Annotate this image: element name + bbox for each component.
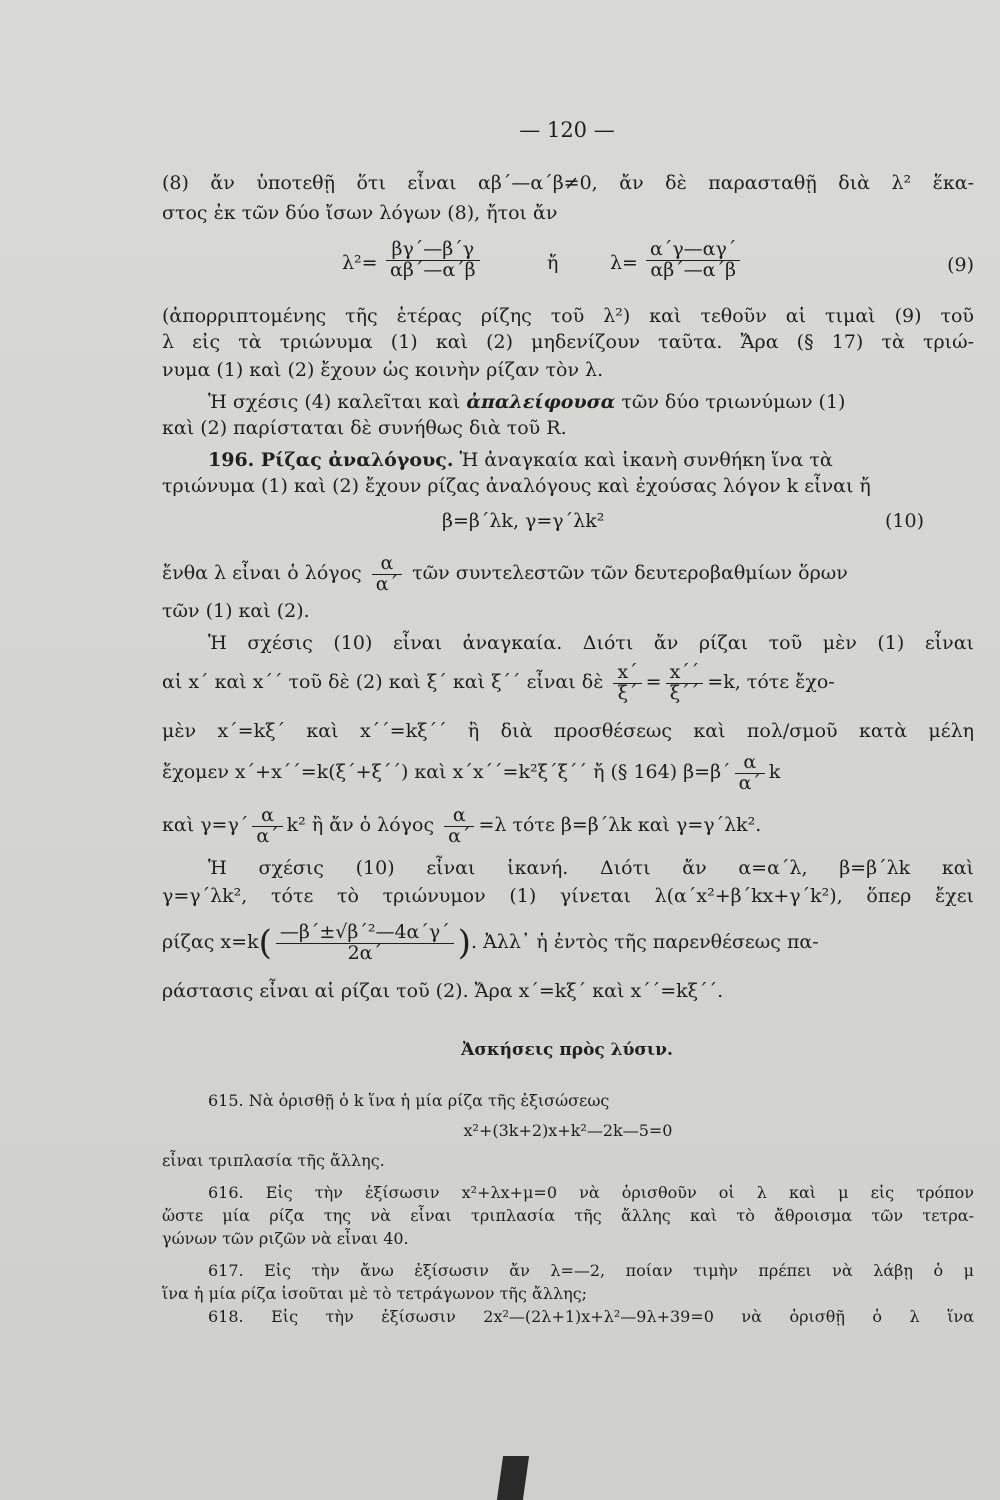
frac-x1-den: ξ΄ (617, 681, 638, 704)
exercise-617: 617. Εἰς τὴν ἄνω ἐξίσωσιν ἄν λ=—2, ποίαν τιμὴν πρέπει νὰ λάβῃ ὁ μ (208, 1261, 974, 1280)
frac-a (735, 750, 765, 794)
exercise-615-equation: x²+(3k+2)x+k²—2k—5=0 (463, 1121, 673, 1140)
text-line: ρίζας x=k( $\frac{\text{—β΄±√β΄²—4α΄γ΄}}{2\alpha΄}$ ). Ἀλλ᾽ ἡ ἐντὸς τῆς παρενθέσεως πα- (162, 920, 819, 964)
ratio-den: α΄ (375, 572, 399, 595)
eq10-body: β=β΄λk, γ=γ΄λk² (442, 510, 605, 532)
text-fragment: . Ἀλλ᾽ ἡ ἐντὸς τῆς παρενθέσεως πα- (471, 931, 819, 953)
frac-a (444, 803, 474, 847)
text-line (162, 805, 974, 846)
exercise-616-line: γώνων τῶν ριζῶν νὰ εἶναι 40. (162, 1229, 409, 1248)
text-fragment: Ἡ ἀναγκαία καὶ ἱκανὴ συνθήκη ἵνα τὰ (459, 449, 833, 471)
eq9-lhs: λ²= (342, 252, 378, 274)
equation-9 (162, 240, 974, 290)
frac-x2 (666, 660, 704, 704)
exercise-615-line: εἶναι τριπλασία τῆς ἄλλης. (162, 1151, 385, 1170)
text-line: (ἀπορριπτομένης τῆς ἑτέρας ρίζης τοῦ λ²) καὶ τεθοῦν αἱ τιμαὶ (9) τοῦ (162, 305, 974, 327)
page-number: — 120 — (519, 118, 615, 142)
text-line: λ εἰς τὰ τριώνυμα (1) καὶ (2) μηδενίζουν ταῦτα. Ἄρα (§ 17) τὰ τριώ- (162, 331, 974, 353)
eq9-label: (9) (947, 254, 974, 276)
text-fragment: k (768, 761, 781, 783)
text-fragment: τῶν συντελεστῶν τῶν δευτεροβαθμίων ὅρων (412, 562, 848, 584)
text-line (162, 752, 974, 793)
eq9-frac2-den: αβ΄—α΄β (650, 258, 736, 281)
roots-num: —β΄±√β΄²—4α΄γ΄ (276, 923, 454, 944)
eq9-frac2 (646, 240, 740, 281)
frac-a-num: α (444, 806, 474, 827)
text-line (162, 389, 974, 415)
exercise-615: 615. Νὰ ὁρισθῇ ὁ k ἵνα ἡ μία ρίζα τῆς ἐξισώσεως (208, 1091, 610, 1110)
text-line: καὶ (2) παρίσταται δὲ συνήθως διὰ τοῦ R. (162, 417, 567, 439)
frac-x1-num: x΄ (613, 663, 641, 684)
ratio-num: α (372, 554, 402, 575)
eq9-frac1 (386, 240, 480, 281)
text-line: Ἡ σχέσις (10) εἶναι ἀναγκαία. Διότι ἄν ρίζαι τοῦ μὲν (1) εἶναι (208, 632, 974, 654)
roots-den: 2α΄ (347, 941, 382, 964)
text-line: μὲν x΄=kξ΄ καὶ x΄΄=kξ΄΄ ἢ διὰ προσθέσεως καὶ πολ/σμοῦ κατὰ μέλη (162, 720, 974, 742)
text-line: ράστασις εἶναι αἱ ρίζαι τοῦ (2). Ἄρα x΄=kξ΄ καὶ x΄΄=kξ΄΄. (162, 980, 724, 1002)
exercise-616-line: ὥστε μία ρίζα της νὰ εἶναι τριπλασία τῆς ἄλλης καὶ τὸ ἄθροισμα τῶν τετρα- (162, 1206, 974, 1225)
text-line: Ἡ σχέσις (10) εἶναι ἱκανή. Διότι ἄν α=α΄λ, β=β΄λk καὶ (208, 857, 974, 879)
text-line: στος ἐκ τῶν δύο ἴσων λόγων (8), ἤτοι ἄν (162, 202, 558, 224)
section-196-title: 196. Ρίζας ἀναλόγους. (208, 449, 454, 471)
section-196-line (162, 447, 974, 473)
exercise-618: 618. Εἰς τὴν ἐξίσωσιν 2x²—(2λ+1)x+λ²—9λ+39=0 νὰ ὁρισθῇ ὁ λ ἵνα (208, 1307, 974, 1326)
text-line (162, 553, 974, 594)
roots-frac (276, 920, 454, 964)
binding-mark (497, 1456, 529, 1500)
eq9-or: ἤ (547, 252, 559, 274)
frac-x1 (613, 660, 641, 704)
text-fragment: αἱ x΄ καὶ x΄΄ τοῦ δὲ (2) καὶ ξ΄ καὶ ξ΄΄ εἶναι δὲ (162, 671, 604, 693)
text-line: τῶν (1) καὶ (2). (162, 600, 310, 622)
eq9-mid: λ= (610, 252, 638, 274)
text-fragment: τῶν δύο τριωνύμων (1) (621, 391, 846, 413)
frac-a-den: α΄ (448, 824, 471, 847)
eq10-label: (10) (884, 510, 924, 532)
frac-a-num: α (252, 806, 282, 827)
frac-a-num: α (735, 753, 765, 774)
text-fragment: ρίζας x=k (162, 931, 259, 953)
text-line: αἱ x΄ καὶ x΄΄ τοῦ δὲ (2) καὶ ξ΄ καὶ ξ΄΄ εἶναι δὲ $\frac{x΄}{\xi΄}$ = $\frac{x΄΄}{\xi΄΄}$ =k, τότε ἔχο- (162, 660, 835, 704)
frac-x2-num: x΄΄ (666, 663, 704, 684)
eq9-frac1-den: αβ΄—α΄β (390, 258, 476, 281)
text-fragment: καὶ γ=γ΄ (162, 814, 249, 836)
frac-a-den: α΄ (256, 824, 279, 847)
ratio-frac (372, 551, 402, 595)
text-fragment: k² ἢ ἄν ὁ λόγος (286, 814, 435, 836)
eq9-frac1-num: βγ΄—β΄γ (386, 240, 480, 261)
text-line: γ=γ΄λk², τότε τὸ τριώνυμον (1) γίνεται λ(α΄x²+β΄kx+γ΄k²), ὅπερ ἔχει (162, 885, 974, 907)
exercises-heading: Ἀσκήσεις πρὸς λύσιν. (461, 1040, 673, 1060)
text-fragment: ἔχομεν x΄+x΄΄=k(ξ΄+ξ΄΄) καὶ x΄x΄΄=k²ξ΄ξ΄΄ ἤ (§ 164) β=β΄ (162, 761, 731, 783)
text-fragment: =λ τότε β=β΄λk καὶ γ=γ΄λk². (478, 814, 762, 836)
frac-a-den: α΄ (738, 771, 761, 794)
exercise-617-line: ἵνα ἡ μία ρίζα ἰσοῦται μὲ τὸ τετράγωνον τῆς ἄλλης; (162, 1284, 588, 1303)
frac-a (252, 803, 282, 847)
text-fragment: ἔνθα λ εἶναι ὁ λόγος (162, 562, 362, 584)
eq9-frac2-num: α΄γ—αγ΄ (646, 240, 740, 261)
frac-x2-den: ξ΄΄ (669, 681, 700, 704)
text-line: (8) ἄν ὑποτεθῇ ὅτι εἶναι αβ΄—α΄β≠0, ἄν δὲ παρασταθῇ διὰ λ² ἕκα- (162, 172, 974, 194)
text-fragment: =k, τότε ἔχο- (707, 671, 835, 693)
term-bold: ἀπαλείφουσα (466, 391, 616, 413)
text-fragment: Ἡ σχέσις (4) καλεῖται καὶ (208, 391, 461, 413)
text-line: νυμα (1) καὶ (2) ἔχουν ὡς κοινὴν ρίζαν τὸν λ. (162, 359, 604, 381)
text-line: τριώνυμα (1) καὶ (2) ἔχουν ρίζας ἀναλόγους καὶ ἐχούσας λόγον k εἶναι ἤ (162, 475, 871, 497)
exercise-616: 616. Εἰς τὴν ἐξίσωσιν x²+λx+μ=0 νὰ ὁρισθοῦν οἱ λ καὶ μ εἰς τρόπον (208, 1183, 974, 1202)
